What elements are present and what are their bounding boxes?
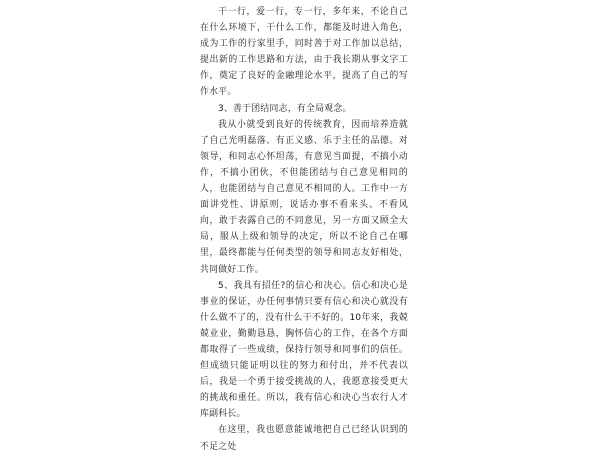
paragraph-confidence: 5、我具有招任?的信心和决心。信心和决心是事业的保证，办任何事情只要有信心和决心就没有什么做不了的，没有什么干不好的。10年来，我兢兢业业，勤勤恳恳，胸怀信心的工作，在各个方面都取得了一些成绩，保持行领导和同事们的信任。但成绩只能证明以往的努力和付出，并不代表以后，我是一个勇于接受挑战的人，我愿意接受更大的挑战和重任。所以，我有信心和决心当农行人才库副科长。 <box>200 280 408 420</box>
paragraph-closing: 在这里，我也愿意能诚地把自己已经认识到的不足之处 <box>200 425 408 452</box>
paragraph-heading-unity: 3、善于团结同志，有全局观念。 <box>218 103 352 114</box>
paragraph-work-attitude: 干一行，爱一行，专一行，多年来，不论自己在什么环境下，干什么工作，都能及时进入角色，成为工作的行家里手，同时善于对工作加以总结，提出新的工作思路和方法，由于我长期从事文字工作，奠定了良好的金融理论水平，提高了自己的写作水平。 <box>200 7 408 98</box>
document-body <box>200 4 408 455</box>
paragraph-unity: 我从小就受到良好的传统教育，因而培养造就了自己光明磊落、有正义感、乐于主任的品德。对领导，和同志心怀坦荡，有意见当面提，不搞小动作，不搞小团伙，不但能团结与自己意见相同的人，也能团结与自己意见不相同的人。工作中一方面讲党性、讲原则，说话办事不看来头、不看风向，敢于表露自己的不同意见，另一方面又顾全大局，服从上级和领导的决定，所以不论自己在哪里，最终都能与任何类型的领导和同志友好相处，共同做好工作。 <box>200 119 408 275</box>
